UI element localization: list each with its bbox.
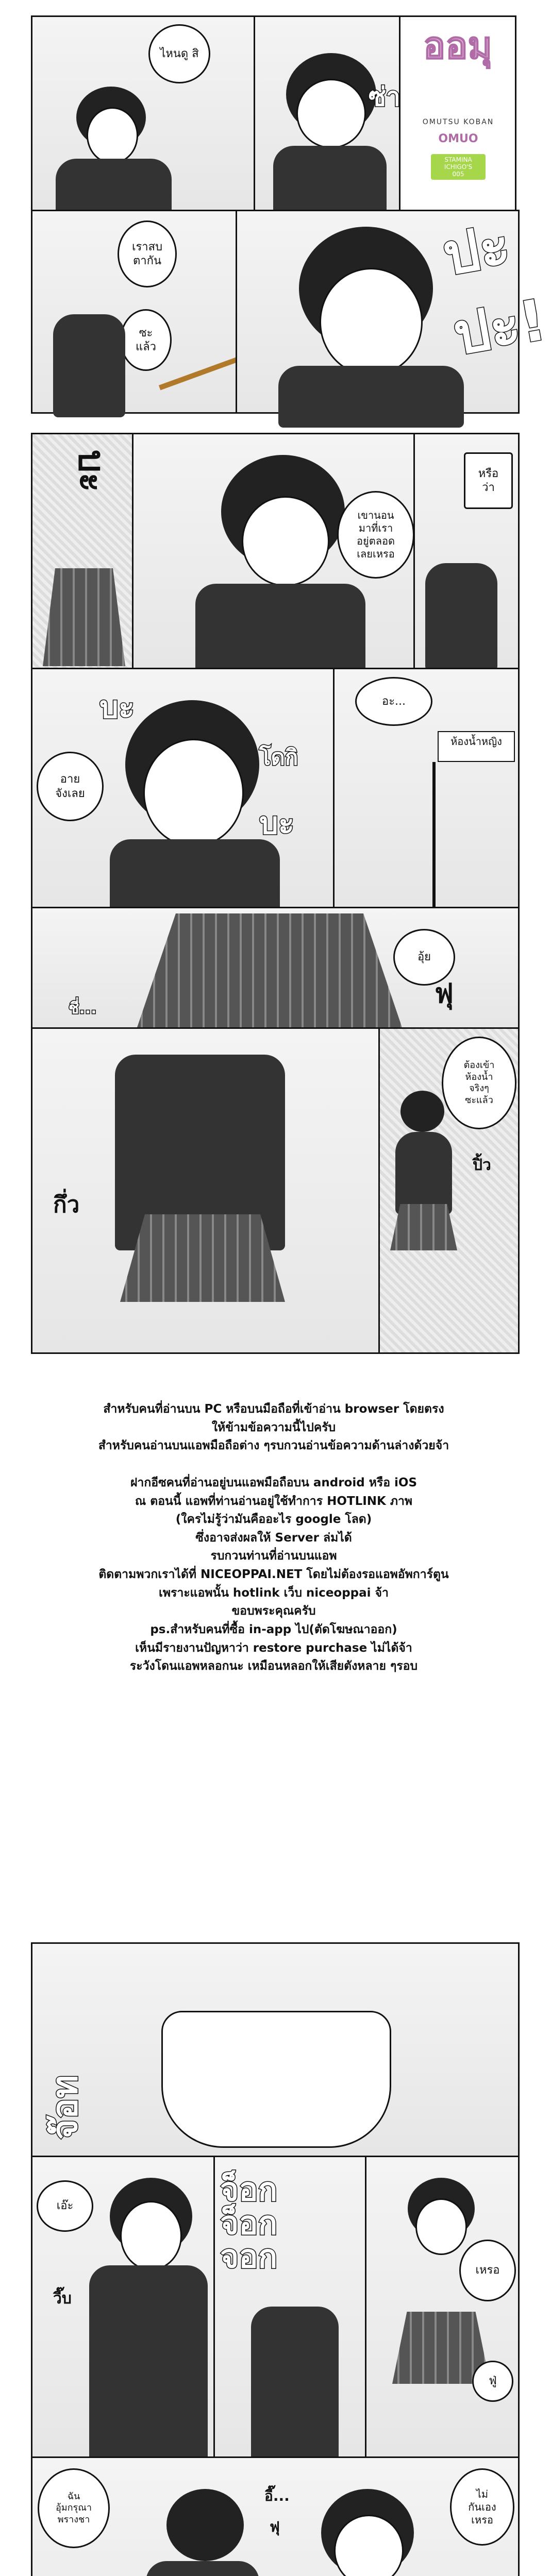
skirt-close: [136, 913, 404, 1032]
speech-bubble-secret: ไม่ กันเอง เหรอ: [450, 2468, 514, 2546]
speech-bubble-saw-right: ซะ แล้ว: [120, 309, 172, 371]
panel-girl-thinking: [132, 433, 415, 670]
speech-bubble-ui: อุ้ย: [393, 929, 455, 986]
boy-uniform-2: [89, 2265, 208, 2466]
sfx-joro: จ็อก จ็อก จอก: [220, 2171, 278, 2276]
girl-walk: [395, 1132, 452, 1214]
logo-subtitle: OMUTSU KOBAN: [422, 118, 494, 126]
speech-bubble-or: หรือ ว่า: [464, 452, 513, 509]
boy-face-2: [120, 2201, 182, 2270]
notice-line: (ใครไม่รู้ว่ามันคืออะไร google โลด): [175, 1513, 372, 1527]
panel-girl-side: [413, 433, 520, 670]
sfx-ba-2: บะ: [99, 690, 135, 725]
sfx-ba-1: บะ: [71, 450, 113, 493]
boy-face: [87, 107, 138, 164]
speech-bubble-ah: อะ...: [355, 677, 432, 726]
manga-page-1: [31, 15, 551, 412]
notice-line: ระวังโดนแอพหลอกนะ เหมือนหลอกให้เสียตังหลาย ๆรอบ: [129, 1659, 418, 1673]
title-logo: [403, 20, 514, 211]
manga-page-3: [31, 1942, 516, 2576]
speech-bubble-saw-left: เราสบ ตากัน: [118, 221, 177, 287]
speech-bubble-eh: เอ๊ะ: [37, 2180, 93, 2232]
sfx-fu: ฟุ: [435, 978, 454, 1009]
speech-bubble-fu: ฟู่: [472, 2361, 513, 2402]
sfx-zaza: ซ่า: [369, 82, 401, 112]
sfx-kii: อี๊...: [264, 2487, 290, 2504]
panel-skirt: [31, 907, 520, 1030]
sfx-jotto: จ๊อท: [45, 2075, 86, 2140]
girl-uniform-2: [278, 366, 464, 428]
notice-line: ให้ข้ามข้อความนี้ไปครับ: [211, 1420, 336, 1434]
door-frame: [432, 762, 436, 917]
sfx-doki: โดกิ: [259, 744, 298, 770]
panel-girl-startled: [236, 210, 551, 414]
notice-line: สำหรับคนอ่านบนแอพมือถือต่าง ๆรบกวนอ่านข้อความด้านล่างด้วยจ้า: [98, 1439, 449, 1453]
panel-joro: [213, 2156, 368, 2460]
scanlator-notice: [31, 1364, 516, 1944]
panel-girl-huh: [365, 2156, 520, 2460]
sfx-gyu: กึ่ว: [53, 1192, 80, 1218]
notice-paragraph-2: [31, 1474, 516, 1676]
boy-side: [425, 563, 497, 671]
girl-uniform-3: [195, 584, 365, 676]
notice-line: เห็นมีรายงานปัญหาว่า restore purchase ไม่ได้จ้า: [135, 1641, 412, 1655]
notice-line: รบกวนท่านที่อ่านบนแอพ: [210, 1549, 337, 1563]
girl-legs-2: [251, 2307, 339, 2461]
panel-secret: [31, 2456, 520, 2576]
boy-hair-3: [166, 2489, 244, 2561]
skirt-legs: [120, 1214, 285, 1302]
panel-blush: [31, 668, 335, 910]
girl-face-3: [242, 496, 329, 586]
girl-face: [296, 79, 366, 148]
panel-underwear: [31, 1942, 520, 2159]
skirt-walk: [390, 1204, 457, 1250]
girl-uniform: [273, 146, 387, 218]
notice-line: ซึ่งอาจส่งผลให้ Server ล่มได้: [195, 1531, 352, 1545]
sign-girls-room: ห้องน้ำหญิง: [438, 731, 515, 762]
sfx-pa-2: ปะ!: [448, 286, 551, 368]
sfx-sign: ชี่...: [69, 999, 97, 1018]
girl-hair-walk: [400, 1091, 444, 1132]
logo-tag: STAMINA ICHIGO'S 005: [431, 154, 486, 180]
panel-eh: [31, 2156, 216, 2460]
girl-face-5: [415, 2198, 467, 2255]
logo-title: ออมุ: [423, 24, 492, 67]
notice-line: ขอบพระคุณครับ: [231, 1604, 316, 1618]
manga-page-2: [31, 433, 516, 1352]
skirt: [43, 568, 125, 666]
notice-line: ติดตามพวกเราได้ที่ NICEOPPAI.NET โดยไม่ต้องรอแอพอัพการ์ตูน: [98, 1568, 449, 1582]
underwear-shape: [161, 2011, 391, 2148]
panel-legs: [31, 1027, 381, 1354]
girl-face-2: [320, 268, 423, 376]
speech-bubble-she-wants: เขานอน มาที่เรา อยู่ตลอด เลยเหรอ: [337, 491, 414, 579]
sfx-pa: ปะ: [438, 211, 515, 289]
notice-line: ps.สำหรับคนที่ซื้อ in-app ไป(ตัดโฆษณาออก): [150, 1623, 397, 1637]
notice-line: ฝากอีซคนที่อ่านอยู่บนแอพมือถือบน android หรือ iOS: [130, 1476, 418, 1489]
girl-face-4: [143, 739, 244, 847]
notice-line: เพราะแอพนั้น hotlink เว็บ niceoppai จ้า: [159, 1586, 389, 1600]
notice-paragraph-1: [31, 1400, 516, 1455]
boy-arm: [53, 314, 125, 417]
panel-boy-looking: [31, 15, 255, 211]
sfx-ba-3: บะ: [259, 806, 294, 841]
speech-bubble-look: ไหนดู สิ: [148, 24, 210, 83]
speech-bubble-huh: เหรอ: [459, 2240, 516, 2301]
panel-ah: [333, 668, 520, 910]
sfx-wiggle: วี๊บ: [53, 2290, 72, 2308]
girl-uniform-4: [110, 839, 280, 917]
boy-uniform-3: [146, 2561, 259, 2576]
speech-bubble-maybe: ฉัน อุ้มกรุณา พรางชา: [38, 2468, 110, 2548]
panel-girl-turn: [31, 433, 134, 670]
notice-line: ณ ตอนนี้ แอพที่ท่านอ่านอยู่ใช้ทำการ HOTLINK ภาพ: [135, 1494, 413, 1508]
panel-eyes-meet: [31, 210, 237, 414]
speech-bubble-want-pee: ต้องเข้า ห้องน้ำ จริงๆ ซะแล้ว: [442, 1037, 516, 1129]
sfx-pi: ปิ้ว: [473, 1156, 491, 1174]
panel-walking: [378, 1027, 520, 1354]
speech-bubble-embarrassed: อาย จังเลย: [37, 752, 104, 821]
boy-uniform: [56, 159, 172, 215]
panel-girl-pen: [254, 15, 400, 211]
logo-romaji: OMUO: [438, 132, 478, 145]
notice-line: สำหรับคนที่อ่านบน PC หรือบนมือถือที่เข้าอ่าน browser โดยตรง: [103, 1402, 444, 1416]
sfx-shi: ฟุ: [270, 2518, 280, 2535]
